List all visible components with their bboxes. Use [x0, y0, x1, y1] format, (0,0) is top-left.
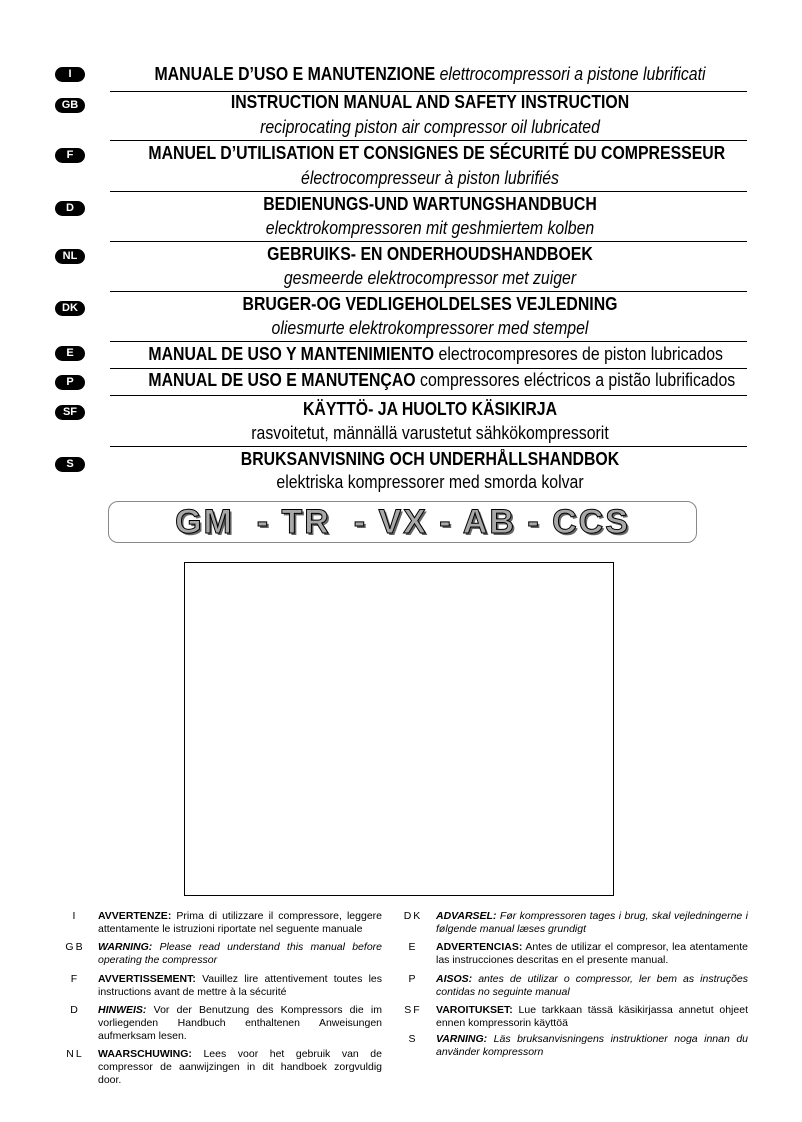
- warning-text: [436, 1004, 748, 1030]
- warning-label: WAARSCHUWING:: [98, 1048, 192, 1060]
- warning-label: AVVERTENZE:: [98, 910, 172, 922]
- title-es-main: MANUAL DE USO Y MANTENIMIENTO: [148, 344, 435, 364]
- title-pt: [148, 370, 736, 391]
- warning-code: D: [70, 1004, 80, 1016]
- subtitle-dk: oliesmurte elektrokompressorer med stempel: [271, 318, 589, 338]
- subtitle-gb: reciprocating piston air compressor oil lubricated: [260, 117, 600, 137]
- warning-body: Vor der Benutzung des Kompressors die im vorliegenden Handbuch enthaltenen Anweisungen aufmerksam lesen.: [98, 1004, 382, 1042]
- divider: [110, 341, 747, 342]
- warning-code: NL: [66, 1048, 84, 1060]
- warning-label: AVVERTISSEMENT:: [98, 973, 196, 985]
- warning-label: ADVARSEL:: [436, 910, 497, 922]
- warning-label: WARNING:: [98, 941, 153, 953]
- warning-body: antes de utilizar o compressor, ler bem as instruções contidas no seguinte manual: [436, 973, 749, 998]
- title-fi: KÄYTTÖ- JA HUOLTO KÄSIKIRJA: [302, 399, 558, 419]
- divider: [110, 368, 747, 369]
- lang-badge-dk: DK: [55, 301, 85, 316]
- warning-label: VAROITUKSET:: [436, 1004, 513, 1016]
- title-dk: BRUGER-OG VEDLIGEHOLDELSES VEJLEDNING: [242, 294, 618, 314]
- title-it: [148, 64, 711, 85]
- warning-text: [436, 973, 748, 999]
- subtitle-fi: rasvoitetut, männällä varustetut sähkökompressorit: [251, 423, 609, 443]
- warning-code: GB: [65, 941, 85, 953]
- warning-text: [436, 941, 748, 967]
- subtitle-nl: gesmeerde elektrocompressor met zuiger: [283, 268, 577, 288]
- warning-code: E: [408, 941, 418, 953]
- warning-text: [98, 1004, 382, 1043]
- warning-text: [98, 941, 382, 967]
- lang-badge-i: I: [55, 67, 85, 82]
- title-de: BEDIENUNGS-UND WARTUNGSHANDBUCH: [263, 194, 597, 214]
- lang-badge-nl: NL: [55, 249, 85, 264]
- divider: [110, 395, 747, 396]
- warning-code: DK: [403, 910, 423, 922]
- lang-badge-gb: GB: [55, 98, 85, 113]
- divider: [110, 241, 747, 242]
- lang-badge-e: E: [55, 346, 85, 361]
- warning-code: SF: [404, 1004, 422, 1016]
- subtitle-sv: elektriska kompressorer med smorda kolvar: [276, 472, 584, 492]
- warning-text: [436, 910, 748, 936]
- title-nl: GEBRUIKS- EN ONDERHOUDSHANDBOEK: [267, 244, 593, 264]
- divider: [110, 291, 747, 292]
- models-banner: [108, 501, 697, 543]
- warning-text: [436, 1033, 748, 1059]
- warning-code: S: [408, 1033, 418, 1045]
- subtitle-fr: électrocompresseur à piston lubrifiés: [301, 168, 559, 188]
- warning-label: HINWEIS:: [98, 1004, 147, 1016]
- divider: [110, 446, 747, 447]
- product-image-frame: [184, 562, 614, 896]
- lang-badge-s: S: [55, 457, 85, 472]
- lang-badge-f: F: [55, 148, 85, 163]
- models-text: GM - TR - VX - AB - CCS: [175, 502, 630, 541]
- subtitle-pt: compressores eléctricos a pistão lubrificados: [420, 370, 736, 390]
- title-gb: INSTRUCTION MANUAL AND SAFETY INSTRUCTION: [230, 92, 630, 112]
- divider: [110, 191, 747, 192]
- warning-code: F: [70, 973, 80, 985]
- title-it-main: MANUALE D’USO E MANUTENZIONE: [154, 64, 436, 84]
- warning-text: [98, 973, 382, 999]
- warning-body: Før kompressoren tages i brug, skal vejledningerne i følgende manual læses grundigt: [436, 910, 749, 935]
- warning-body: Lue tarkkaan tässä käsikirjassa annetut ohjeet ennen kompressorin käyttöä: [436, 1004, 748, 1029]
- warning-body: Please read understand this manual before operating the compressor: [98, 941, 382, 966]
- warning-text: [98, 1048, 382, 1087]
- title-fr: MANUEL D’UTILISATION ET CONSIGNES DE SÉCURITÉ DU COMPRESSEUR: [148, 143, 726, 163]
- warning-label: AISOS:: [436, 973, 473, 985]
- title-pt-main: MANUAL DE USO E MANUTENÇAO: [148, 370, 416, 390]
- warning-label: VARNING:: [436, 1033, 488, 1045]
- warning-code: P: [408, 973, 418, 985]
- warning-body: Antes de utilizar el compresor, lea atentamente las instrucciones descritas en el presente manual.: [436, 941, 749, 966]
- divider: [110, 140, 747, 141]
- warning-body: Prima di utilizzare il compressore, leggere attentamente le istruzioni riportate nel seguente manuale: [98, 910, 382, 935]
- lang-badge-d: D: [55, 201, 85, 216]
- warning-body: Läs bruksanvisningens instruktioner noga innan du använder kompressorn: [436, 1033, 749, 1058]
- warning-body: Vauillez lire attentivement toutes les instructions avant de mettre à la sécurité: [98, 973, 382, 998]
- warning-text: [98, 910, 382, 936]
- title-es: [148, 344, 723, 365]
- lang-badge-sf: SF: [55, 405, 85, 420]
- warning-body: Lees voor het gebruik van de compressor de aanwijzingen in dit handboek zorgvuldig door.: [98, 1048, 382, 1086]
- title-sv: BRUKSANVISNING OCH UNDERHÅLLSHANDBOK: [240, 449, 620, 469]
- warning-code: I: [72, 910, 78, 922]
- subtitle-it: elettrocompressori a pistone lubrificati: [439, 64, 706, 84]
- subtitle-es: electrocompresores de piston lubricados: [438, 344, 723, 364]
- warning-label: ADVERTENCIAS:: [436, 941, 523, 953]
- lang-badge-p: P: [55, 375, 85, 390]
- subtitle-de: elecktrokompressoren mit geshmiertem kolben: [265, 218, 595, 238]
